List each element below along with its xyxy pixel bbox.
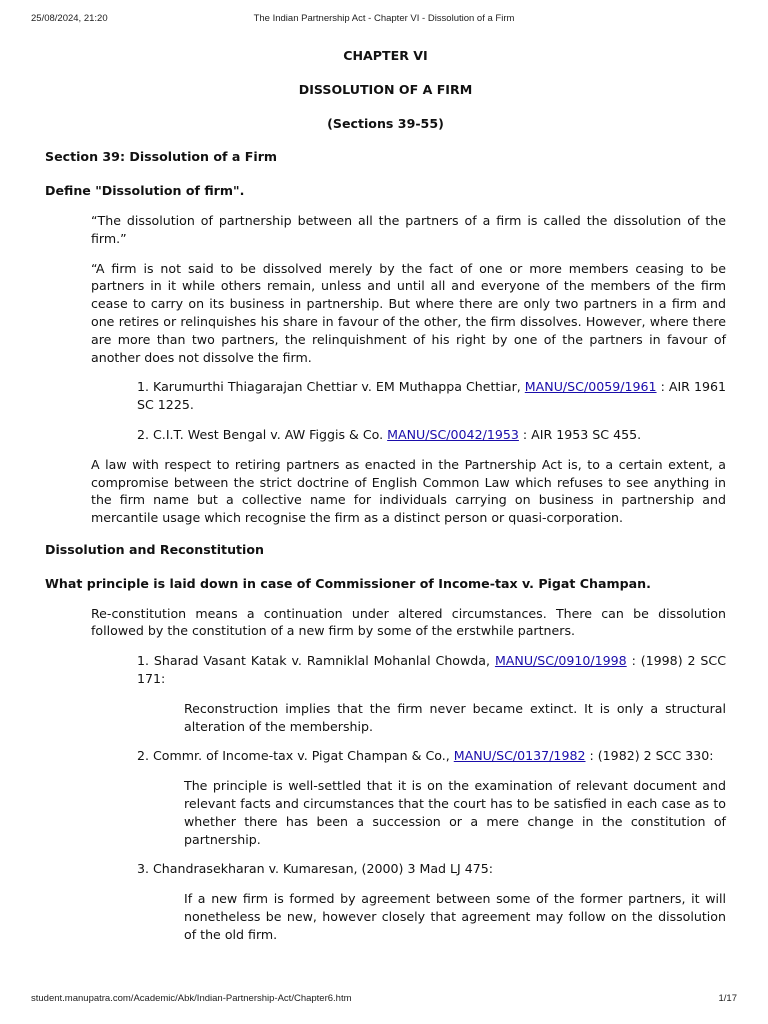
case-link[interactable]: MANU/SC/0910/1998 (494, 653, 627, 669)
case-name: 1. Karumurthi Thiagarajan Chettiar v. EM Muthappa Chettiar, (137, 379, 525, 395)
case-citation (137, 652, 726, 688)
case-citation: 3. Chandrasekharan v. Kumaresan, (2000) 3 Mad LJ 475: (137, 861, 494, 877)
definition-paragraph: “The dissolution of partnership between all the partners of a firm is called the dissolution of the firm.” (91, 212, 726, 246)
case-citation (137, 426, 726, 444)
case-quote: The principle is well-settled that it is on the examination of relevant document and relevant facts and circumstances that the court has to be satisfied in each case as to whether there has been a succession or a mere change in the constitution of partnership. (184, 778, 726, 847)
case-citation (137, 378, 726, 414)
document-body (45, 47, 726, 943)
reconstitution-heading: Dissolution and Reconstitution (45, 541, 264, 557)
case-report: : (1982) 2 SCC 330: (585, 748, 714, 764)
print-header (0, 13, 768, 27)
case-link[interactable]: MANU/SC/0042/1953 (387, 426, 519, 442)
case-quote: Reconstruction implies that the firm never became extinct. It is only a structural alteration of the membership. (184, 700, 726, 734)
section-39-heading: Section 39: Dissolution of a Firm (45, 149, 278, 165)
chapter-label: CHAPTER VI (343, 48, 428, 63)
print-page-number: 1/17 (718, 993, 737, 1004)
case-report: : AIR 1961 SC 1225. (137, 379, 727, 413)
case-quote: If a new firm is formed by agreement between some of the former partners, it will nonetheless be new, however closely that agreement may follow on the dissolution of the old firm. (184, 891, 726, 942)
case-report: : (1998) 2 SCC 171: (137, 653, 726, 686)
case-citation (137, 747, 726, 765)
chapter-sections: (Sections 39-55) (327, 115, 444, 131)
case-name: 2. C.I.T. West Bengal v. AW Figgis & Co. (137, 426, 388, 442)
chapter-title: DISSOLUTION OF A FIRM (298, 81, 473, 97)
case-name: 2. Commr. of Income-tax v. Pigat Champan & Co., (137, 748, 454, 764)
retiring-partners-paragraph: A law with respect to retiring partners as enacted in the Partnership Act is, to a certain extent, a compromise between the strict doctrine of English Common Law which refuses to see anything in the firm name but a collective name for individuals carrying on business in partnership and mercantile usage which recognise the firm as a distinct person or quasi-corporation. (91, 456, 726, 526)
principle-question: What principle is laid down in case of Commissioner of Income-tax v. Pigat Champan. (45, 575, 651, 591)
print-doc-title: The Indian Partnership Act - Chapter VI - Dissolution of a Firm (253, 13, 515, 24)
case-link[interactable]: MANU/SC/0137/1982 (453, 748, 586, 764)
case-name: 1. Sharad Vasant Katak v. Ramniklal Mohanlal Chowda, (137, 653, 495, 669)
case-report: : AIR 1953 SC 455. (518, 426, 642, 442)
explanation-paragraph: “A firm is not said to be dissolved merely by the fact of one or more members ceasing to be partners in it while others remain, unless and until all and everyone of the members of the firm cease to carry on its business in partnership. But where there are only two partners in a firm and one retires or relinquishes his share in favour of the other, the firm dissolves. However, where there are more than two partners, the relinquishment of his right by one of the partners in favour of another does not dissolve the firm. (91, 260, 726, 365)
reconstitution-paragraph: Re-constitution means a continuation under altered circumstances. There can be dissolution followed by the constitution of a new firm by some of the erstwhile partners. (91, 605, 726, 639)
print-footer (0, 993, 768, 1007)
print-url: student.manupatra.com/Academic/Abk/Indian-Partnership-Act/Chapter6.htm (31, 993, 352, 1004)
print-datetime: 25/08/2024, 21:20 (31, 13, 108, 24)
case-link[interactable]: MANU/SC/0059/1961 (524, 379, 657, 395)
define-question: Define "Dissolution of firm". (45, 183, 245, 199)
